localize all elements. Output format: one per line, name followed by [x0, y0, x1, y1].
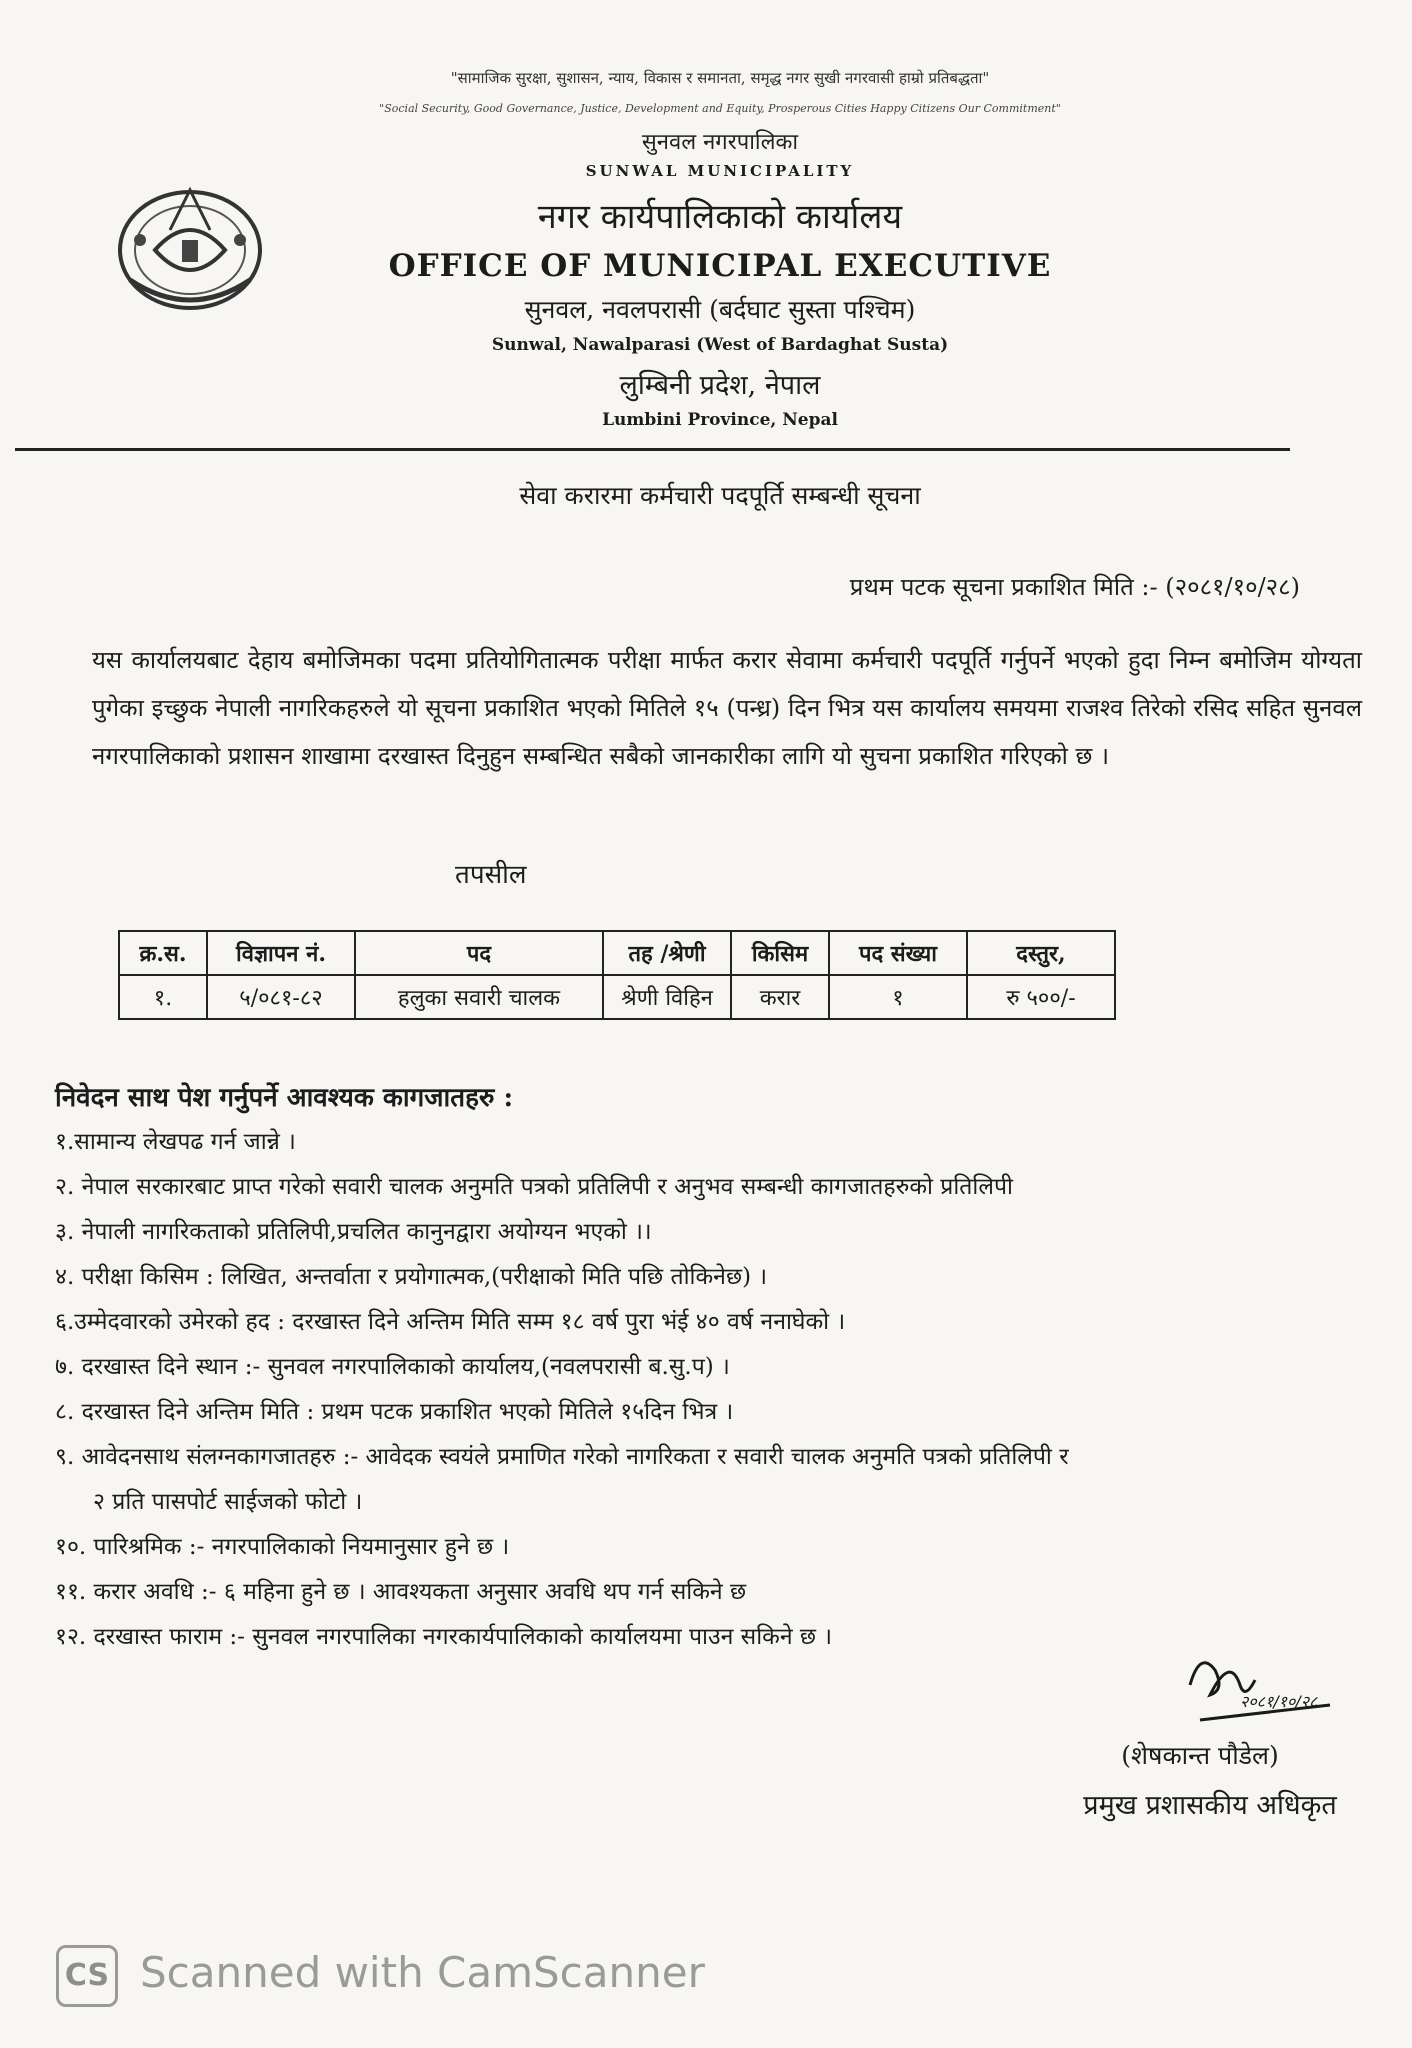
office-name-nepali: नगर कार्यपालिकाको कार्यालय [537, 197, 903, 237]
cell-post-count: १ [829, 975, 967, 1019]
municipality-name-english: SUNWAL MUNICIPALITY [585, 162, 855, 180]
camscanner-logo-icon: CS [56, 1945, 118, 2007]
list-item: १.सामान्य लेखपढ गर्न जान्ने । [55, 1129, 296, 1155]
list-item-continuation: २ प्रति पासपोर्ट साईजको फोटो । [93, 1489, 363, 1515]
col-post: पद [355, 931, 603, 975]
col-fee: दस्तुर, [967, 931, 1115, 975]
table-header-row [119, 931, 1115, 975]
list-item: २. नेपाल सरकारबाट प्राप्त गरेको सवारी चालक अनुमति पत्रको प्रतिलिपी र अनुभव सम्बन्धी कागजातहरुको प्रतिलिपी [55, 1174, 1013, 1200]
annex-label: तपसील [455, 860, 527, 890]
publish-date: प्रथम पटक सूचना प्रकाशित मिति :- (२०८१/१०/२८) [849, 573, 1300, 601]
list-item: १०. पारिश्रमिक :- नगरपालिकाको नियमानुसार हुने छ । [55, 1534, 510, 1560]
address-english: Sunwal, Nawalparasi (West of Bardaghat Susta) [491, 335, 949, 355]
handwritten-signature [1170, 1645, 1350, 1735]
notice-body: यस कार्यालयबाट देहाय बमोजिमका पदमा प्रतियोगितात्मक परीक्षा मार्फत करार सेवामा कर्मचारी पदपूर्ति गर्नुपर्ने भएको हुदा निम्न बमोजिम योग्यता पुगेका इच्छुक नेपाली नागरिकहरुले यो सूचना प्रकाशित भएको मितिले १५ (पन्ध्र) दिन भित्र यस कार्यालय समयमा राजश्व तिरेको रसिद सहित सुनवल नगरपालिकाको प्रशासन शाखामा दरखास्त दिनुहुन सम्बन्धित सबैको जानकारीका लागि यो सुचना प्रकाशित गरिएको छ । [92, 646, 1362, 770]
table-row [119, 975, 1115, 1019]
nepal-government-emblem-icon [110, 170, 270, 320]
header-divider [15, 448, 1290, 451]
cell-post: हलुका सवारी चालक [355, 975, 603, 1019]
municipality-name-nepali: सुनवल नगरपालिका [641, 130, 799, 155]
list-item: १२. दरखास्त फाराम :- सुनवल नगरपालिका नगरकार्यपालिकाको कार्यालयमा पाउन सकिने छ । [55, 1624, 833, 1650]
list-item: ३. नेपाली नागरिकताको प्रतिलिपी,प्रचलित कानुनद्वारा अयोग्यन भएको ।। [55, 1219, 652, 1245]
list-item: ११. करार अवधि :- ६ महिना हुने छ । आवश्यकता अनुसार अवधि थप गर्न सकिने छ [55, 1579, 747, 1605]
signature-date: २०८१/१०/२८ [1240, 1692, 1318, 1711]
col-type: किसिम [731, 931, 829, 975]
col-ad-number: विज्ञापन नं. [207, 931, 355, 975]
list-item: ७. दरखास्त दिने स्थान :- सुनवल नगरपालिकाको कार्यालय,(नवलपरासी ब.सु.प) । [55, 1354, 730, 1380]
province-nepali: लुम्बिनी प्रदेश, नेपाल [619, 370, 821, 401]
signatory-title: प्रमुख प्रशासकीय अधिकृत [1083, 1790, 1337, 1821]
col-post-count: पद संख्या [829, 931, 967, 975]
cell-level: श्रेणी विहिन [603, 975, 731, 1019]
cell-fee: रु ५००/- [967, 975, 1115, 1019]
tagline-nepali: "सामाजिक सुरक्षा, सुशासन, न्याय, विकास र समानता, समृद्ध नगर सुखी नगरवासी हाम्रो प्रतिबद्धता" [450, 69, 990, 87]
office-name-english: OFFICE OF MUNICIPAL EXECUTIVE [388, 248, 1052, 284]
signatory-name: (शेषकान्त पौडेल) [1121, 1741, 1279, 1770]
address-nepali: सुनवल, नवलपरासी (बर्दघाट सुस्ता पश्चिम) [524, 295, 916, 324]
province-english: Lumbini Province, Nepal [602, 410, 838, 430]
cell-type: करार [731, 975, 829, 1019]
requirements-list [55, 1120, 1375, 1660]
col-level: तह /श्रेणी [603, 931, 731, 975]
col-serial: क्र.स. [119, 931, 207, 975]
list-item: ६.उम्मेदवारको उमेरको हद : दरखास्त दिने अन्तिम मिति सम्म १८ वर्ष पुरा भंई ४० वर्ष ननाघेको । [55, 1309, 846, 1335]
notice-subject: सेवा करारमा कर्मचारी पदपूर्ति सम्बन्धी सूचना [519, 481, 921, 510]
list-item: ४. परीक्षा किसिम : लिखित, अन्तर्वाता र प्रयोगात्मक,(परीक्षाको मिति पछि तोकिनेछ) । [55, 1264, 768, 1290]
tagline-english: "Social Security, Good Governance, Justice, Development and Equity, Prosperous Cities Happy Citizens Our Commitment" [379, 102, 1061, 115]
cell-serial: १. [119, 975, 207, 1019]
vacancy-table [118, 930, 1116, 1020]
requirements-title: निवेदन साथ पेश गर्नुपर्ने आवश्यक कागजातहरु : [55, 1083, 514, 1113]
camscanner-watermark: Scanned with CamScanner [140, 1948, 705, 1997]
cell-ad-number: ५/०८१-८२ [207, 975, 355, 1019]
list-item: ९. आवेदनसाथ संलग्नकागजातहरु :- आवेदक स्वयंले प्रमाणित गरेको नागरिकता र सवारी चालक अनुमति पत्रको प्रतिलिपी र [55, 1444, 1069, 1470]
list-item: ८. दरखास्त दिने अन्तिम मिति : प्रथम पटक प्रकाशित भएको मितिले १५दिन भित्र । [55, 1399, 734, 1425]
